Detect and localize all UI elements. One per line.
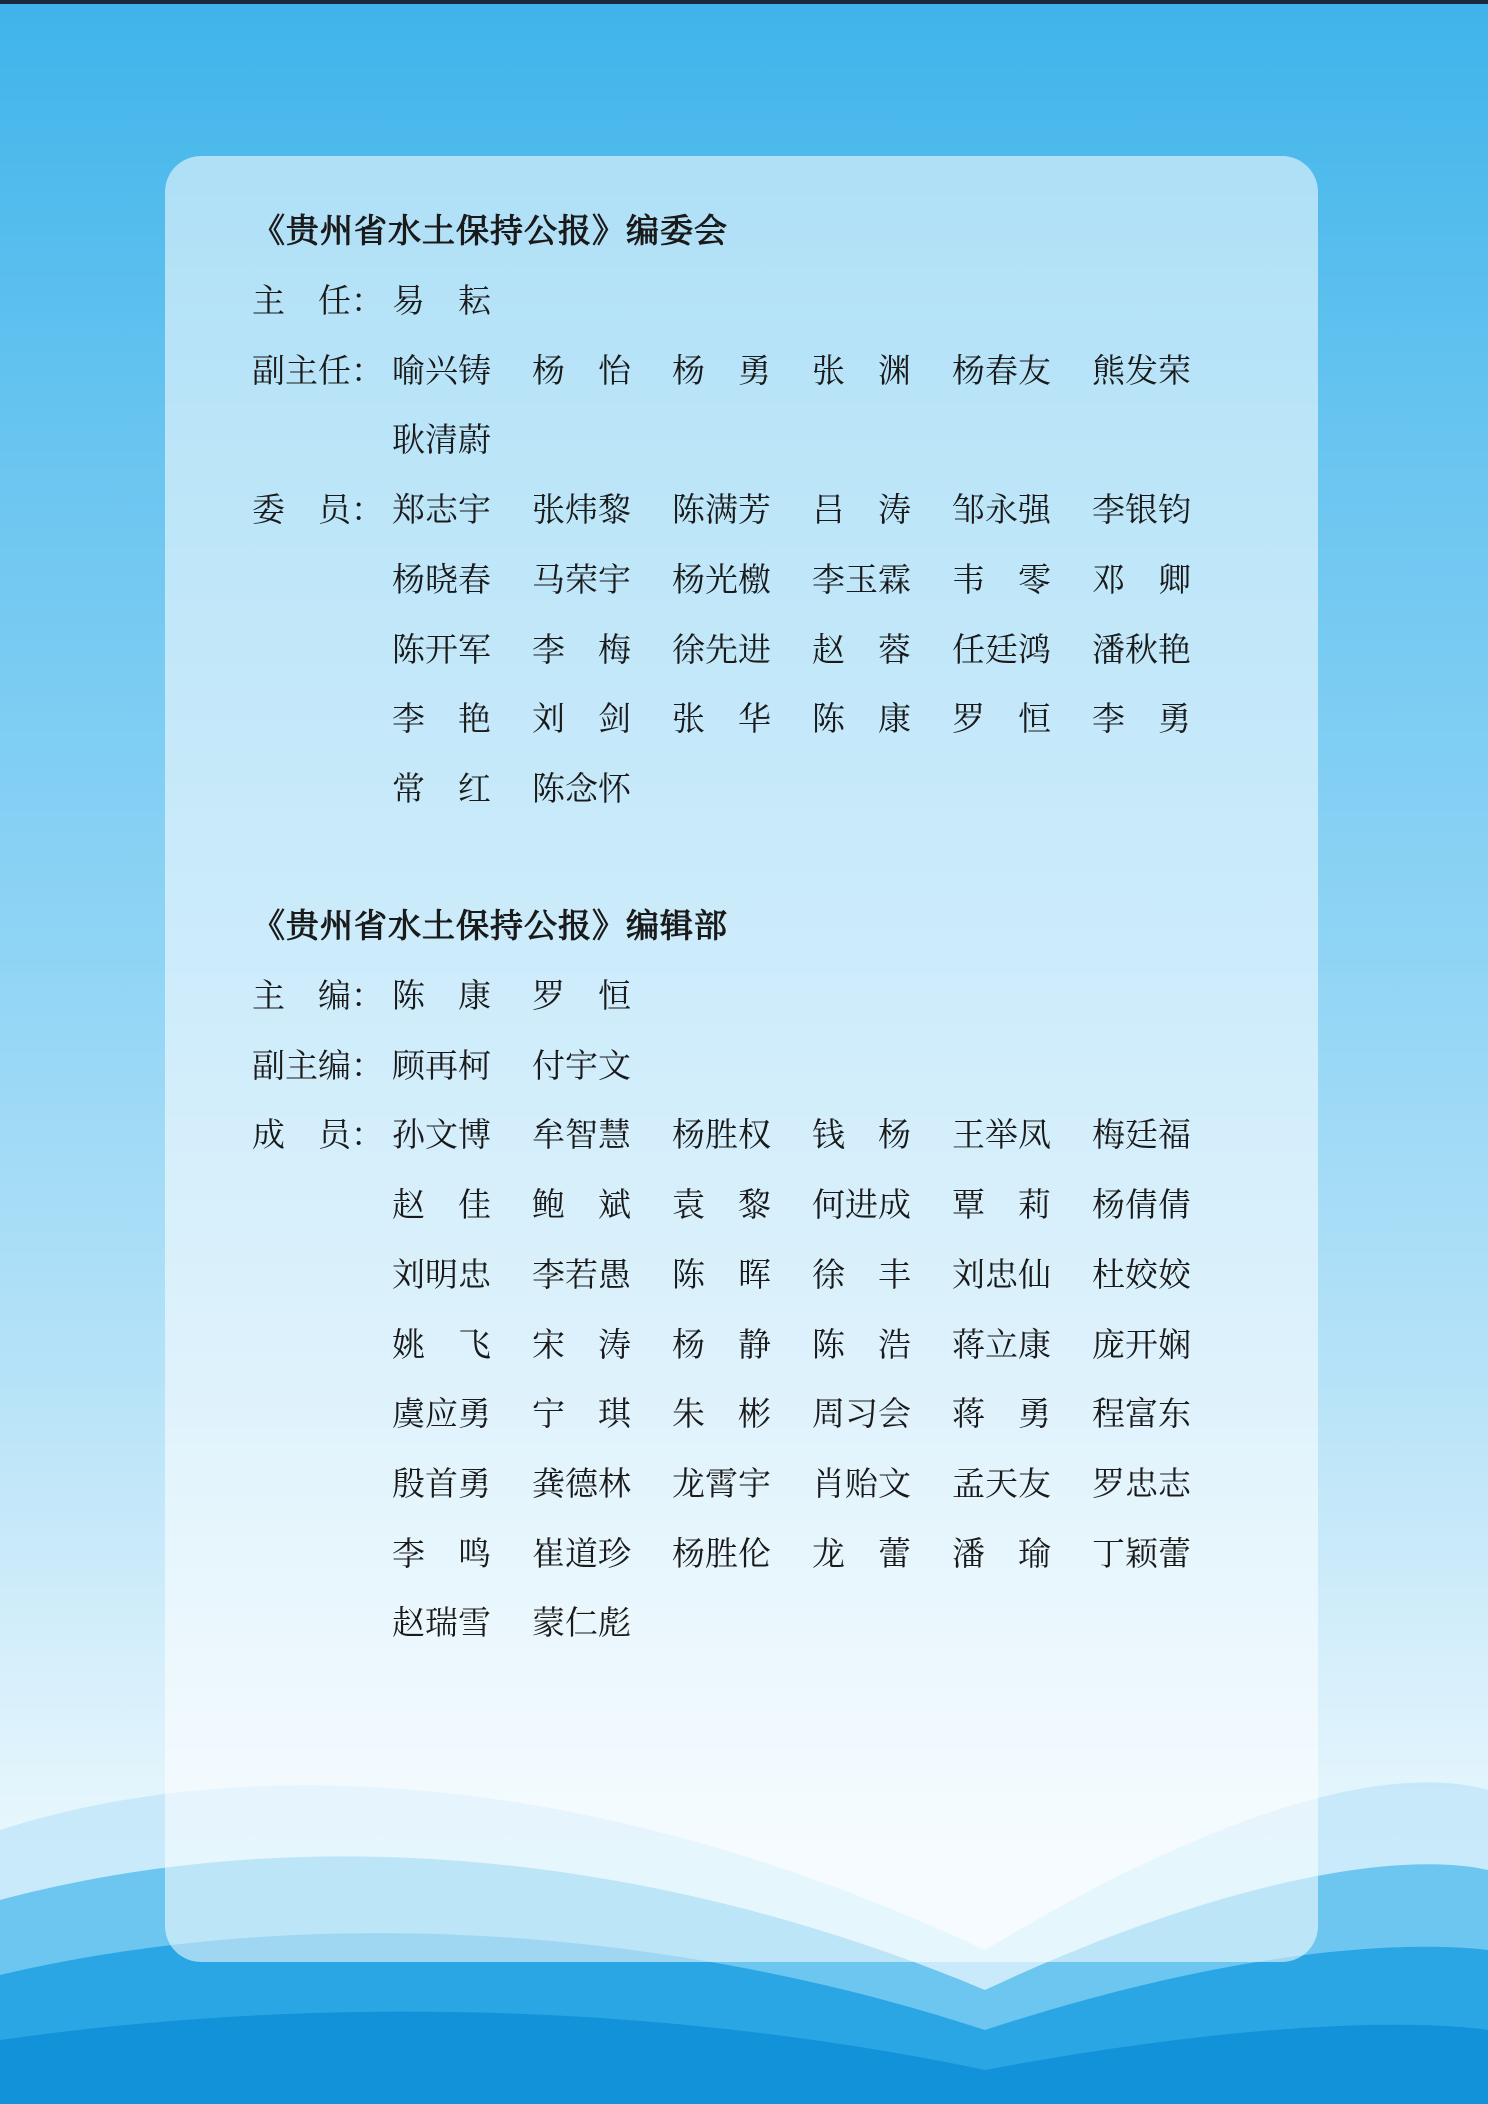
member-name: 庞开娴: [1092, 1324, 1191, 1364]
role-label: 主 任：: [252, 281, 384, 320]
role-label: 成 员：: [252, 1115, 384, 1155]
member-name: 周习会: [812, 1394, 911, 1434]
member-name: 杨 怡: [532, 350, 631, 390]
member-name: 邹永强: [952, 490, 1051, 530]
member-name: 杨倩倩: [1092, 1185, 1191, 1225]
member-name: 耿清蔚: [392, 420, 491, 460]
role-label: 委 员：: [252, 490, 384, 530]
member-name: 丁颖蕾: [1092, 1533, 1191, 1573]
member-name: 龙 蕾: [812, 1533, 911, 1573]
member-name: 杜姣姣: [1092, 1254, 1191, 1294]
role-label: 主 编：: [252, 976, 384, 1015]
member-name: 顾再柯: [392, 1045, 491, 1085]
member-name: 姚 飞: [392, 1324, 491, 1364]
member-name: 邓 卿: [1092, 559, 1191, 599]
role-label: 副主编：: [252, 1045, 384, 1085]
member-name: 李银钧: [1092, 490, 1191, 530]
member-name: 何进成: [812, 1185, 911, 1225]
member-name: 陈 晖: [672, 1254, 771, 1294]
member-name: 杨胜权: [672, 1115, 771, 1155]
member-name: 虞应勇: [392, 1394, 491, 1434]
member-name: 杨光檄: [672, 559, 771, 599]
member-name: 李 勇: [1092, 699, 1191, 739]
member-name: 崔道珍: [532, 1533, 631, 1573]
member-name: 梅廷福: [1092, 1115, 1191, 1155]
role-label: 副主任：: [252, 350, 384, 390]
member-name: 袁 黎: [672, 1185, 771, 1225]
member-name: 宋 涛: [532, 1324, 631, 1364]
member-name: 李 艳: [392, 699, 491, 739]
member-name: 鲍 斌: [532, 1185, 631, 1225]
member-name: 龙霄宇: [672, 1463, 771, 1503]
committee-title: 《贵州省水土保持公报》编委会: [252, 211, 728, 250]
member-name: 肖贻文: [812, 1463, 911, 1503]
member-name: 马荣宇: [532, 559, 631, 599]
member-name: 常 红: [392, 768, 491, 808]
member-name: 潘秋艳: [1092, 629, 1191, 669]
member-name: 付宇文: [532, 1045, 631, 1085]
member-name: 陈念怀: [532, 768, 631, 808]
member-name: 喻兴铸: [392, 350, 491, 390]
member-name: 赵 佳: [392, 1185, 491, 1225]
member-name: 蒋立康: [952, 1324, 1051, 1364]
member-name: 李玉霖: [812, 559, 911, 599]
member-name: 李 梅: [532, 629, 631, 669]
member-name: 赵瑞雪: [392, 1603, 491, 1643]
member-name: 孙文博: [392, 1115, 491, 1155]
member-name: 殷首勇: [392, 1463, 491, 1503]
member-name: 李若愚: [532, 1254, 631, 1294]
member-name: 郑志宇: [392, 490, 491, 530]
member-name: 牟智慧: [532, 1115, 631, 1155]
member-name: 刘忠仙: [952, 1254, 1051, 1294]
member-name: 赵 蓉: [812, 629, 911, 669]
member-name: 徐先进: [672, 629, 771, 669]
member-name: 张炜黎: [532, 490, 631, 530]
member-name: 王举凤: [952, 1115, 1051, 1155]
member-name: 宁 琪: [532, 1394, 631, 1434]
member-name: 任廷鸿: [952, 629, 1051, 669]
member-name: 易 耘: [392, 281, 491, 320]
member-name: 罗 恒: [532, 976, 631, 1015]
member-name: 杨晓春: [392, 559, 491, 599]
member-name: 张 华: [672, 699, 771, 739]
member-name: 张 渊: [812, 350, 911, 390]
member-name: 徐 丰: [812, 1254, 911, 1294]
editorial-title: 《贵州省水土保持公报》编辑部: [252, 906, 728, 945]
member-name: 陈 康: [392, 976, 491, 1015]
member-name: 陈满芳: [672, 490, 771, 530]
member-name: 蒋 勇: [952, 1394, 1051, 1434]
member-name: 龚德林: [532, 1463, 631, 1503]
member-name: 李 鸣: [392, 1533, 491, 1573]
member-name: 罗 恒: [952, 699, 1051, 739]
member-name: 潘 瑜: [952, 1533, 1051, 1573]
member-name: 陈 康: [812, 699, 911, 739]
member-name: 刘 剑: [532, 699, 631, 739]
member-name: 杨胜伦: [672, 1533, 771, 1573]
member-name: 陈 浩: [812, 1324, 911, 1364]
member-name: 吕 涛: [812, 490, 911, 530]
member-name: 陈开军: [392, 629, 491, 669]
member-name: 朱 彬: [672, 1394, 771, 1434]
member-name: 韦 零: [952, 559, 1051, 599]
member-name: 程富东: [1092, 1394, 1191, 1434]
member-name: 刘明忠: [392, 1254, 491, 1294]
member-name: 杨 勇: [672, 350, 771, 390]
member-name: 孟天友: [952, 1463, 1051, 1503]
member-name: 罗忠志: [1092, 1463, 1191, 1503]
member-name: 钱 杨: [812, 1115, 911, 1155]
member-name: 杨 静: [672, 1324, 771, 1364]
member-name: 杨春友: [952, 350, 1051, 390]
member-name: 覃 莉: [952, 1185, 1051, 1225]
member-name: 熊发荣: [1092, 350, 1191, 390]
member-name: 蒙仁彪: [532, 1603, 631, 1643]
